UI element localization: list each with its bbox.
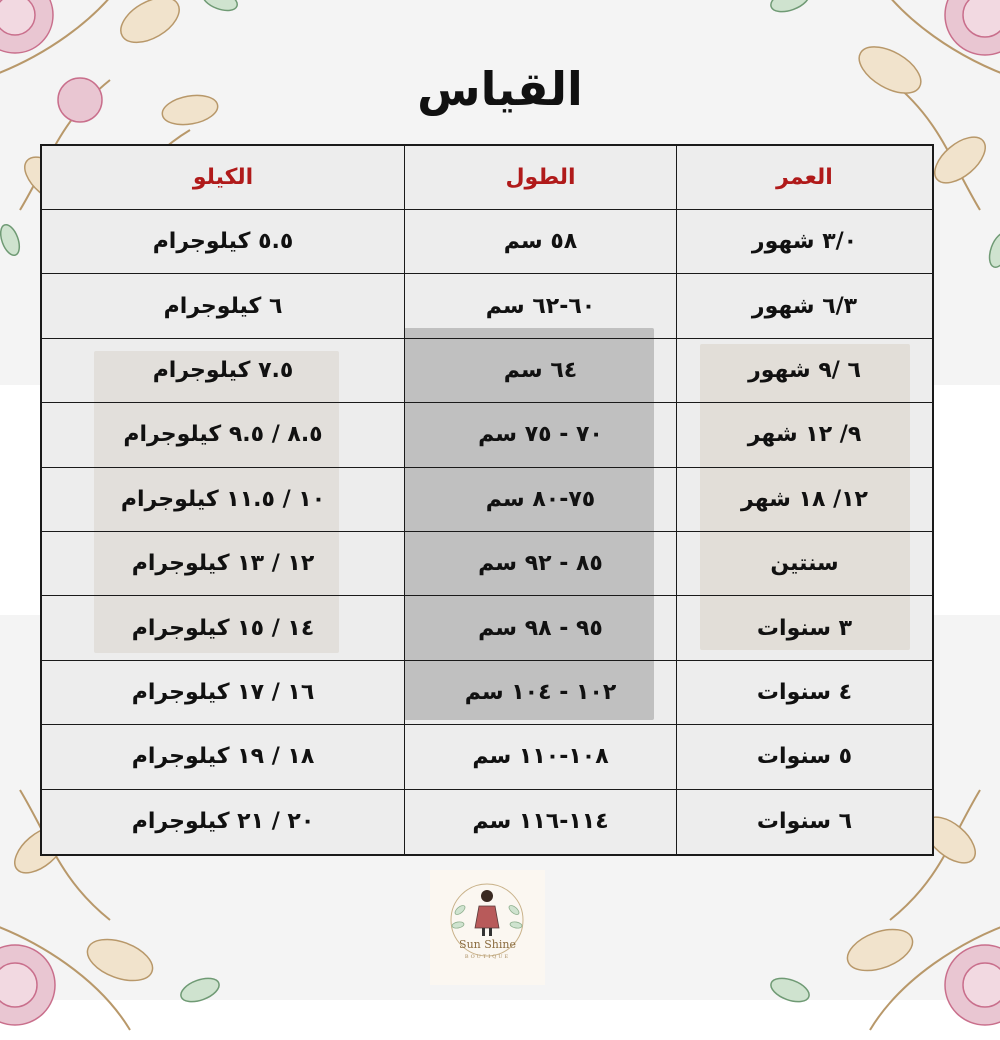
table-cell-length: ٧٠ - ٧٥ سم <box>404 403 676 467</box>
table-cell-age: ٣/٠ شهور <box>676 210 932 274</box>
table-cell-weight: ٦ كيلوجرام <box>42 274 404 338</box>
table-cell-length: ١٠٨-١١٠ سم <box>404 725 676 789</box>
logo-subtitle: BOUTIQUE <box>464 954 511 960</box>
table-cell-length: ١١٤-١١٦ سم <box>404 790 676 854</box>
table-cell-weight: ٢٠ / ٢١ كيلوجرام <box>131 809 315 835</box>
table-cell-length: ٨٥ - ٩٢ سم <box>404 532 676 596</box>
table-cell-length: ٩٥ - ٩٨ سم <box>404 596 676 660</box>
table-cell-length: ٦٤ سم <box>404 339 676 403</box>
table-cell-age: ٦ سنوات <box>676 790 932 854</box>
table-cell-length: ١٠٢ - ١٠٤ سم <box>404 661 676 725</box>
table-cell-age: ١٢/ ١٨ شهر <box>676 468 932 532</box>
table-cell-age: ٤ سنوات <box>676 661 932 725</box>
table-cell-age: ٦/٣ شهور <box>676 274 932 338</box>
boutique-logo <box>430 870 545 985</box>
table-cell-weight: ١٢ / ١٣ كيلوجرام <box>42 532 404 596</box>
header-weight: الكيلو <box>42 146 404 210</box>
table-cell-age: ٩/ ١٢ شهر <box>676 403 932 467</box>
table-cell-weight: ٧.٥ كيلوجرام <box>42 339 404 403</box>
header-age: العمر <box>676 146 932 210</box>
table-cell-age: سنتين <box>676 532 932 596</box>
table-cell-weight: ١٦ / ١٧ كيلوجرام <box>42 661 404 725</box>
table-cell-weight: ١٤ / ١٥ كيلوجرام <box>42 596 404 660</box>
size-chart-table <box>40 144 934 856</box>
table-cell-length: ٧٥-٨٠ سم <box>404 468 676 532</box>
table-cell-weight: ١٨ / ١٩ كيلوجرام <box>42 725 404 789</box>
page-title: القياس <box>417 62 583 116</box>
logo-name: Sun Shine <box>459 938 516 951</box>
header-length: الطول <box>404 146 676 210</box>
table-cell-age: ٥ سنوات <box>676 725 932 789</box>
girl-logo-icon <box>430 870 545 985</box>
table-cell-weight: ٨.٥ / ٩.٥ كيلوجرام <box>42 403 404 467</box>
table-cell-length: ٥٨ سم <box>404 210 676 274</box>
table-cell-length: ٦٠-٦٢ سم <box>404 274 676 338</box>
table-cell-age: ٦ /٩ شهور <box>676 339 932 403</box>
table-cell-weight: ١٠ / ١١.٥ كيلوجرام <box>42 468 404 532</box>
size-grid <box>42 146 932 854</box>
table-cell-weight: ٥.٥ كيلوجرام <box>42 210 404 274</box>
table-cell-age: ٣ سنوات <box>676 596 932 660</box>
